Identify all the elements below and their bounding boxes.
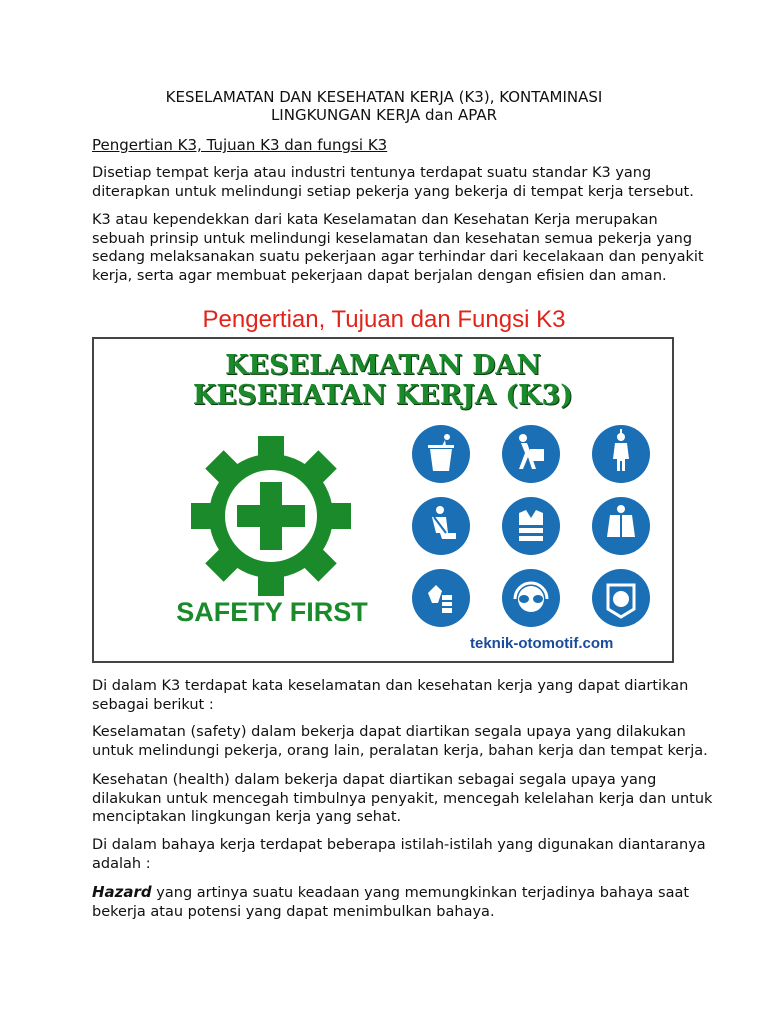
safety-vest-icon [502, 497, 560, 555]
title-line-2: LINGKUNGAN KERJA dan APAR [270, 106, 498, 124]
paragraph-line: sebagai berikut : [92, 696, 214, 713]
paragraph-line: bekerja atau potensi yang dapat menimbulkan bahaya. [92, 903, 495, 920]
k3-infographic [92, 337, 674, 663]
paragraph-line: sebuah prinsip untuk melindungi keselamatan dan kesehatan semua pekerja yang [92, 230, 693, 247]
infographic-heading [94, 351, 672, 411]
paragraph-6 [92, 836, 706, 873]
paragraph-line: diterapkan untuk melindungi setiap pekerja yang bekerja di tempat kerja tersebut. [92, 183, 694, 200]
trash-disposal-icon [412, 425, 470, 483]
document-title [60, 88, 708, 124]
hazard-term: Hazard [92, 883, 152, 901]
source-credit: teknik-otomotif.com [470, 635, 614, 652]
paragraph-line [92, 883, 692, 903]
safety-first-text: SAFETY FIRST [176, 597, 368, 627]
paragraph-line: adalah : [92, 855, 151, 872]
paragraph-1 [92, 164, 692, 201]
paragraph-line: untuk melindungi pekerja, orang lain, peralatan kerja, bahan kerja dan tempat kerja. [92, 742, 708, 759]
figure-caption: Pengertian, Tujuan dan Fungsi K3 [202, 306, 566, 333]
paragraph-line: Keselamatan (safety) dalam bekerja dapat diartikan segala upaya yang dilakukan [92, 724, 686, 740]
paragraph-line: Di dalam bahaya kerja terdapat beberapa istilah-istilah yang digunakan diantaranya [92, 837, 706, 853]
infographic-heading-line-1: KESELAMATAN DAN [224, 350, 542, 381]
paragraph-5 [92, 771, 713, 827]
ear-protection-icon [502, 569, 560, 627]
paragraph-line: kerja, serta agar membuat pekerjaan dapat berjalan dengan efisien dan aman. [92, 267, 667, 284]
infographic-heading-line-2: KESEHATAN KERJA (K3) [192, 380, 574, 411]
harness-icon [592, 425, 650, 483]
paragraph-line: menciptakan lingkungan kerja yang sehat. [92, 809, 402, 825]
life-jacket-icon [592, 497, 650, 555]
face-shield-icon [592, 569, 650, 627]
paragraph-2 [92, 211, 704, 285]
paragraph-line: Disetiap tempat kerja atau industri tentunya terdapat suatu standar K3 yang [92, 165, 652, 181]
lifting-worker-icon [502, 425, 560, 483]
paragraph-line: dilakukan untuk mencegah timbulnya penyakit, mencegah kelelahan kerja dan untuk [92, 790, 713, 807]
paragraph-3 [92, 677, 692, 714]
paragraph-line: Kesehatan (health) dalam bekerja dapat diartikan sebagai segala upaya yang [92, 772, 657, 788]
paragraph-line: sedang melaksanakan suatu pekerjaan agar terhindar dari kecelakaan dan penyakit [92, 249, 704, 265]
title-line-1: KESELAMATAN DAN KESEHATAN KERJA (K3), KONTAMINASI [165, 88, 603, 106]
section-heading: Pengertian K3, Tujuan K3 dan fungsi K3 [92, 136, 388, 154]
paragraph-4 [92, 723, 708, 760]
safety-gear-cross-icon [186, 434, 356, 599]
paragraph-7 [92, 883, 692, 921]
hazard-definition: yang artinya suatu keadaan yang memungkinkan terjadinya bahaya saat [151, 885, 690, 901]
paragraph-line: K3 atau kependekkan dari kata Keselamatan dan Kesehatan Kerja merupakan [92, 212, 658, 228]
paragraph-line: Di dalam K3 terdapat kata keselamatan dan kesehatan kerja yang dapat diartikan [92, 678, 689, 694]
gloves-icon [412, 569, 470, 627]
seatbelt-icon [412, 497, 470, 555]
